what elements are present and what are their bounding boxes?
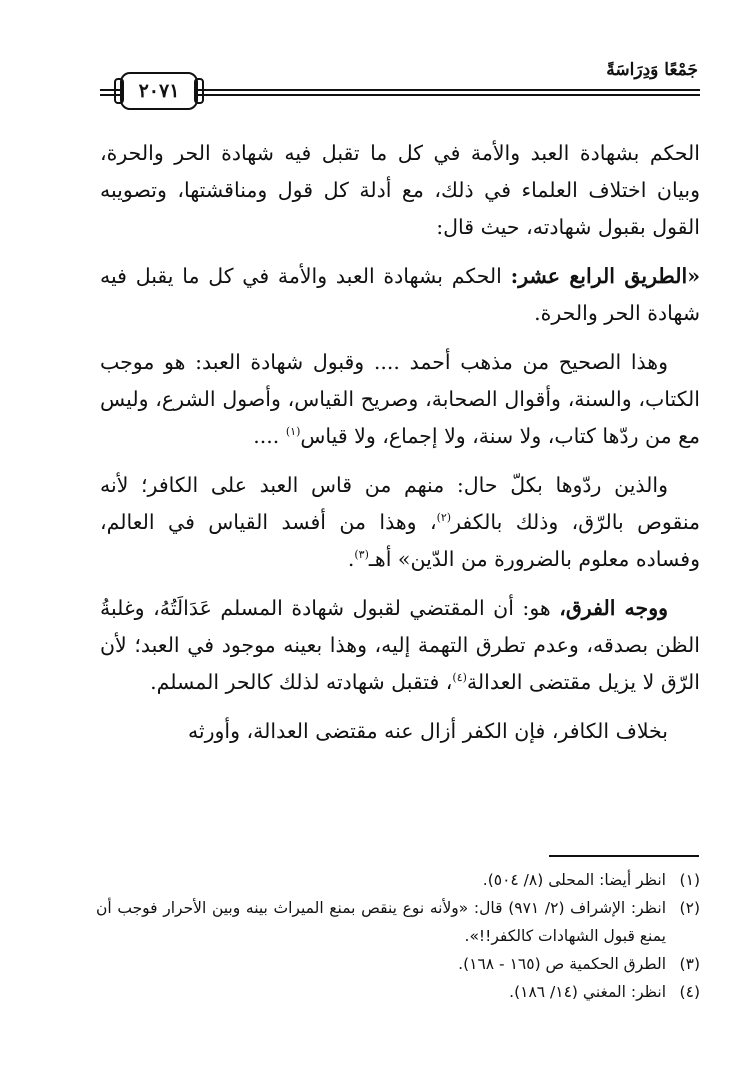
footnote-number: (٣) (679, 955, 700, 973)
footnote-number: (٢) (679, 899, 700, 917)
paragraph-3-text: وهذا الصحيح من مذهب أحمد .... وقبول شهادة العبد: هو موجب الكتاب، والسنة، وأقوال الصحابة، وصريح القياس، وأصول الشرع، وليس مع من ردّها كتاب، ولا سنة، ولا إجماع، ولا قياس (100, 350, 700, 448)
paragraph-5-text-a: هو: أن المقتضي لقبول شهادة المسلم عَدَالَتُهُ، وغلبةُ الظن بصدقه، وعدم تطرق التهمة إليه، وهذا بعينه موجود في العبد؛ لأن الرّق لا يزيل مقتضى العدالة (100, 596, 700, 694)
running-title: جَمْعًا وَدِرَاسَةً (606, 60, 698, 80)
footnote-3 (96, 950, 700, 978)
paragraph-3 (100, 344, 700, 455)
paragraph-2 (100, 258, 700, 332)
footnote-text: انظر أيضا: المحلى (٨/ ٥٠٤). (482, 871, 666, 889)
paragraph-4-text-b: ، وهذا من أفسد القياس في العالم، وفساده معلوم بالضرورة من الدّين» أهـ (100, 510, 700, 571)
footnote-1 (96, 866, 700, 894)
main-text (100, 135, 700, 762)
page-number: ٢٠٧١ (138, 80, 180, 102)
paragraph-1 (100, 135, 700, 246)
paragraph-5-text-b: ، فتقبل شهادته لذلك كالحر المسلم. (150, 670, 453, 694)
footnote-text: انظر: المغني (١٤/ ١٨٦). (509, 983, 666, 1001)
paragraph-6 (100, 713, 700, 750)
paragraph-5 (100, 590, 700, 701)
paragraph-4 (100, 467, 700, 578)
page-number-badge (120, 72, 198, 110)
footnote-2 (96, 894, 700, 950)
footnote-number: (٤) (679, 983, 700, 1001)
paragraph-5-heading: ووجه الفرق، (559, 596, 668, 620)
paragraph-1-text: الحكم بشهادة العبد والأمة في كل ما تقبل فيه شهادة الحر والحرة، وبيان اختلاف العلماء في ذلك، مع أدلة كل قول ومناقشتها، وتصويبه القول بقبول شهادته، حيث قال: (100, 141, 700, 239)
footnote-text: انظر: الإشراف (٢/ ٩٧١) قال: «ولأنه نوع ينقص بمنع الميراث بينه وبين الأحرار فوجب أن يمنع قبول الشهادات كالكفر!!». (96, 899, 666, 945)
page-header (100, 56, 700, 110)
footnote-number: (١) (679, 871, 700, 889)
footnote-ref-4[interactable]: (٤) (452, 671, 467, 685)
quote-heading: «الطريق الرابع عشر: (510, 264, 701, 288)
paragraph-4-text-a: والذين ردّوها بكلّ حال: منهم من قاس العبد على الكافر؛ لأنه منقوص بالرّق، وذلك بالكفر (100, 473, 700, 534)
footnote-ref-1[interactable]: (١) (285, 425, 301, 439)
paragraph-4-text-c: . (347, 547, 355, 571)
footnote-ref-2[interactable]: (٢) (436, 511, 452, 525)
paragraph-6-text: بخلاف الكافر، فإن الكفر أزال عنه مقتضى العدالة، وأورثه (187, 719, 668, 743)
footnote-4 (96, 978, 700, 1006)
footnote-separator (549, 855, 699, 857)
footnote-ref-3[interactable]: (٣) (354, 548, 369, 562)
paragraph-2-text: الحكم بشهادة العبد والأمة في كل ما يقبل فيه شهادة الحر والحرة. (100, 264, 700, 325)
ellipsis: .... (253, 424, 280, 448)
footnotes (96, 866, 700, 1006)
footnote-text: الطرق الحكمية ص (١٦٥ - ١٦٨). (458, 955, 666, 973)
